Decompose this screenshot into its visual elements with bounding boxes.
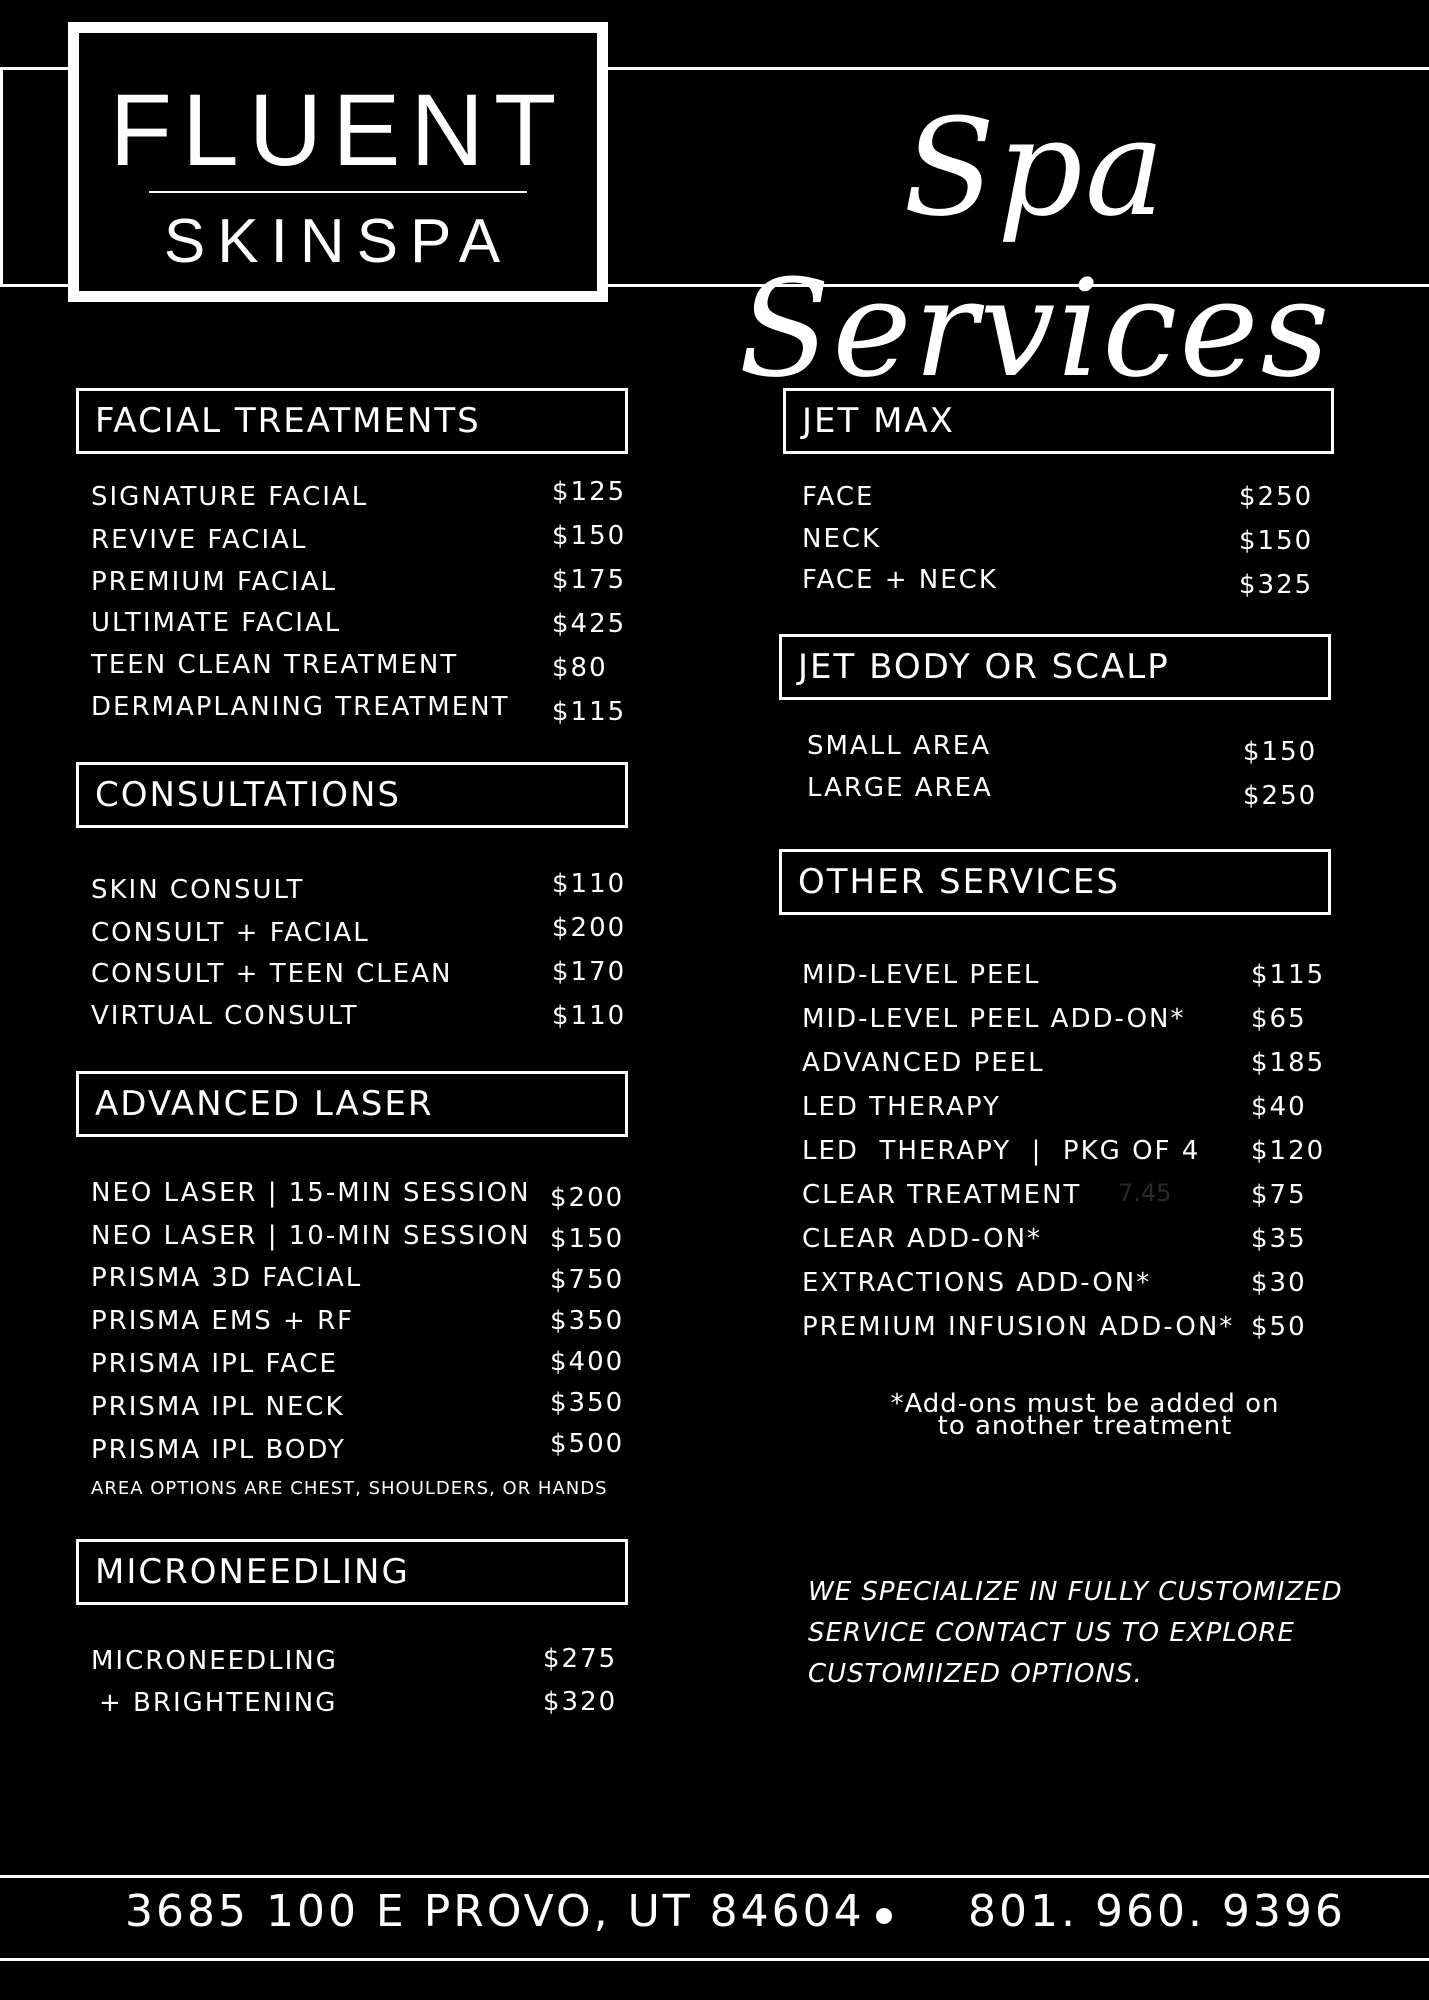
footer-phone: 801. 960. 9396 [968,1886,1346,1937]
section-header-jetbody [779,634,1331,700]
service-price: $170 [552,957,627,987]
service-price: $200 [552,913,627,943]
service-name: SMALL AREA [807,731,992,761]
section-header-microneedling [76,1539,628,1605]
service-name: LED THERAPY [802,1092,1001,1122]
service-price: $50 [1251,1312,1307,1342]
service-price: $30 [1251,1268,1307,1298]
service-name: CONSULT + FACIAL [91,918,370,948]
service-price: $320 [543,1687,618,1717]
section-title-microneedling: MICRONEEDLING [95,1552,410,1592]
service-name: FACE [802,482,875,512]
service-name: PREMIUM FACIAL [91,567,337,597]
footer-address: 3685 100 E PROVO, UT 84604 [125,1886,865,1937]
service-name: CLEAR TREATMENT [802,1180,1082,1210]
brand-subname: SKINSPA [163,207,513,276]
service-name: DERMAPLANING TREATMENT [91,692,510,722]
service-price: $115 [1251,960,1326,990]
service-price: $115 [552,697,627,727]
service-price: $350 [550,1306,625,1336]
service-name: TEEN CLEAN TREATMENT [91,650,459,680]
service-price: $185 [1251,1048,1326,1078]
service-name: NEO LASER | 15-MIN SESSION [91,1178,531,1208]
service-name: PREMIUM INFUSION ADD-ON* [802,1312,1235,1342]
section-header-facial [76,388,628,454]
service-price: $150 [552,521,627,551]
service-price: $350 [550,1388,625,1418]
customization-note [808,1572,1368,1695]
service-price: $750 [550,1265,625,1295]
section-header-consultations [76,762,628,828]
customization-note-line: CUSTOMIIZED OPTIONS. [808,1659,1143,1689]
service-price: $150 [1243,737,1318,767]
section-title-jetbody: JET BODY OR SCALP [798,647,1170,687]
service-price: $275 [543,1644,618,1674]
addon-note-line: *Add-ons must be added on [890,1389,1280,1419]
service-name: FACE + NECK [802,565,998,595]
service-price: $150 [550,1224,625,1254]
service-name: CONSULT + TEEN CLEAN [91,959,453,989]
service-name: PRISMA IPL NECK [91,1392,345,1422]
service-price: $250 [1243,781,1318,811]
service-name: SKIN CONSULT [91,875,305,905]
service-name: CLEAR ADD-ON* [802,1224,1043,1254]
service-price: $65 [1251,1004,1307,1034]
service-price: $325 [1239,570,1314,600]
section-header-other [779,849,1331,915]
service-name: PRISMA 3D FACIAL [91,1263,363,1293]
service-price: $35 [1251,1224,1307,1254]
service-name: NEO LASER | 10-MIN SESSION [91,1221,531,1251]
faint-value: 7.45 [1118,1179,1172,1207]
service-price: $175 [552,565,627,595]
service-name: MID-LEVEL PEEL [802,960,1041,990]
service-price: $425 [552,609,627,639]
service-name: PRISMA EMS + RF [91,1306,355,1336]
service-name: NECK [802,524,882,554]
footer-top-line [0,1875,1429,1878]
service-price: $250 [1239,482,1314,512]
brand-name: FLUENT [109,73,567,187]
footer-separator-dot [876,1908,892,1924]
service-name: + BRIGHTENING [99,1688,338,1718]
page-title: Spa Services [738,90,1332,407]
service-price: $80 [552,653,608,683]
service-name: LARGE AREA [807,773,993,803]
section-title-facial: FACIAL TREATMENTS [95,401,481,441]
brand-logo [68,22,608,302]
customization-note-line: SERVICE CONTACT US TO EXPLORE [808,1618,1295,1648]
section-header-jetmax [783,388,1334,454]
service-price: $110 [552,869,627,899]
customization-note-line: WE SPECIALIZE IN FULLY CUSTOMIZED [808,1577,1343,1607]
service-name: PRISMA IPL BODY [91,1435,346,1465]
service-name: REVIVE FACIAL [91,525,308,555]
service-price: $500 [550,1429,625,1459]
service-price: $150 [1239,526,1314,556]
service-name: MICRONEEDLING [91,1646,338,1676]
service-price: $120 [1251,1136,1326,1166]
service-price: $110 [552,1001,627,1031]
section-title-laser: ADVANCED LASER [95,1084,434,1124]
section-header-laser [76,1071,628,1137]
header-band-left-edge [0,67,3,287]
service-name: VIRTUAL CONSULT [91,1001,359,1031]
service-name: ADVANCED PEEL [802,1048,1045,1078]
service-price: $400 [550,1347,625,1377]
service-name: MID-LEVEL PEEL ADD-ON* [802,1004,1186,1034]
service-price: $75 [1251,1180,1307,1210]
footer-bottom-line [0,1958,1429,1961]
service-price: $40 [1251,1092,1307,1122]
laser-area-note: AREA OPTIONS ARE CHEST, SHOULDERS, OR HANDS [91,1478,608,1499]
addon-note [860,1389,1310,1441]
section-title-other: OTHER SERVICES [798,862,1120,902]
service-price: $200 [550,1183,625,1213]
service-name: ULTIMATE FACIAL [91,608,342,638]
service-name: SIGNATURE FACIAL [91,482,369,512]
service-name: LED THERAPY | PKG OF 4 [802,1136,1201,1166]
section-title-jetmax: JET MAX [802,401,955,441]
logo-divider [149,191,527,193]
service-name: PRISMA IPL FACE [91,1349,338,1379]
service-name: EXTRACTIONS ADD-ON* [802,1268,1152,1298]
section-title-consultations: CONSULTATIONS [95,775,401,815]
service-price: $125 [552,477,627,507]
addon-note-line: to another treatment [937,1411,1233,1441]
